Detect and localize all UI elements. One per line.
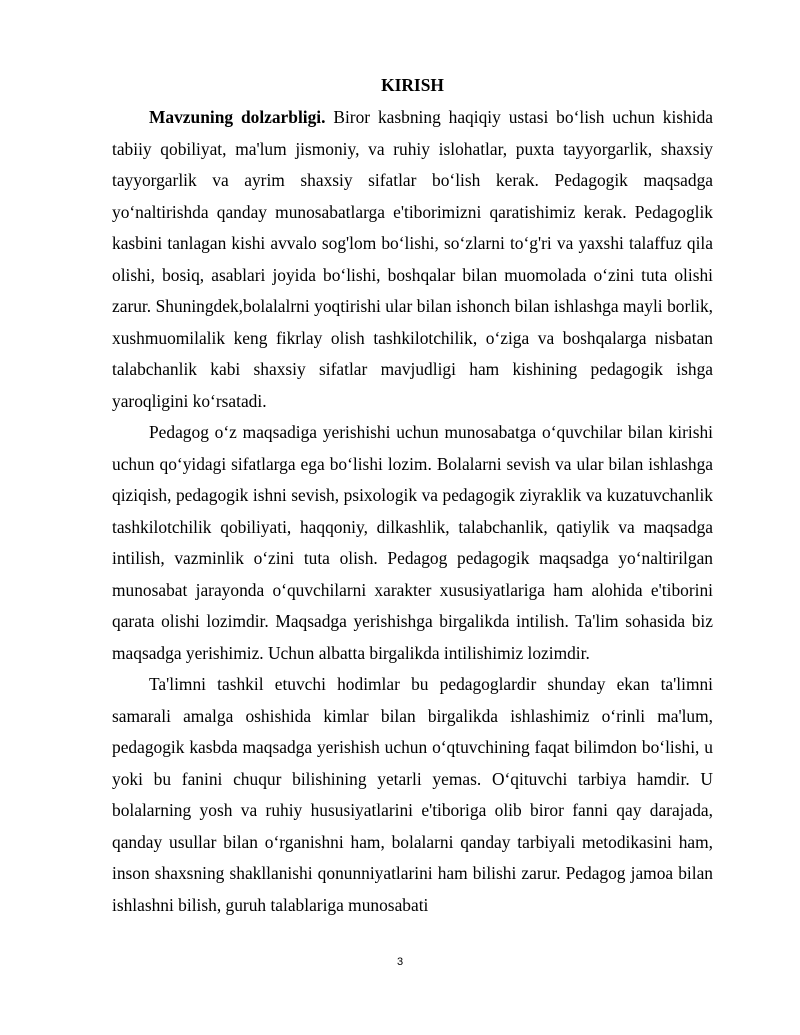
document-body [112, 68, 713, 921]
paragraph-text: Biror kasbning haqiqiy ustasi bo‘lish uchun kishida tabiiy qobiliyat, ma'lum jismoniy, va ruhiy islohatlar, puxta tayyorgarlik, shaxsiy tayyorgarlik va ayrim shaxsiy sifatlar bo‘lish kerak. Pedagogik maqsadga yo‘naltirishda qanday munosabatlarga e'tiborimizni qaratishimiz kerak. Pedagoglik kasbini tanlagan kishi avvalo sog'lom bo‘lishi, so‘zlarni to‘g'ri va yaxshi talaffuz qila olishi, bosiq, asablari joyida bo‘lishi, boshqalar bilan muomolada o‘zini tuta olishi zarur. Shuningdek,bolalalrni yoqtirishi ular bilan ishonch bilan ishlashga mayli borlik, xushmuomilalik keng fikrlay olish tashkilotchilik, o‘ziga va boshqalarga nisbatan talabchanlik kabi shaxsiy sifatlar mavjudligi ham kishining pedagogik ishga yaroqligini ko‘rsatadi. [112, 107, 713, 411]
section-heading: KIRISH [381, 75, 444, 95]
paragraph [112, 417, 713, 669]
paragraph [112, 669, 713, 921]
paragraph-lead: Mavzuning dolzarbligi. [149, 107, 326, 127]
paragraph [112, 102, 713, 417]
paragraph-text: Ta'limni tashkil etuvchi hodimlar bu pedagoglardir shunday ekan ta'limni samarali amalga oshishida kimlar bilan birgalikda ishlashimiz o‘rinli ma'lum, pedagogik kasbda maqsadga yerishish uchun o‘qtuvchining faqat bilimdon bo‘lishi, u yoki bu fanini chuqur bilishining yetarli yemas. O‘qituvchi tarbiya hamdir. U bolalarning yosh va ruhiy hususiyatlarini e'tiboriga olib biror fanni qay darajada, qanday usullar bilan o‘rganishni ham, bolalarni qanday tarbiyali metodikasini ham, inson shaxsning shakllanishi qonunniyatlarini ham bilishi zarur. Pedagog jamoa bilan ishlashni bilish, guruh talablariga munosabati [112, 674, 713, 915]
paragraph-text: Pedagog o‘z maqsadiga yerishishi uchun munosabatga o‘quvchilar bilan kirishi uchun qo‘yidagi sifatlarga ega bo‘lishi lozim. Bolalarni sevish va ular bilan ishlashga qiziqish, pedagogik ishni sevish, psixologik va pedagogik ziyraklik va kuzatuvchanlik tashkilotchilik qobiliyati, haqqoniy, dilkashlik, talabchanlik, qatiylik va maqsadga intilish, vazminlik o‘zini tuta olish. Pedagog pedagogik maqsadga yo‘naltirilgan munosabat jarayonda o‘quvchilarni xarakter xususiyatlariga ham alohida e'tiborini qarata olishi lozimdir. Maqsadga yerishishga birgalikda intilish. Ta'lim sohasida biz maqsadga yerishimiz. Uchun albatta birgalikda intilishimiz lozimdir. [112, 422, 713, 663]
page-number: 3 [396, 956, 404, 968]
